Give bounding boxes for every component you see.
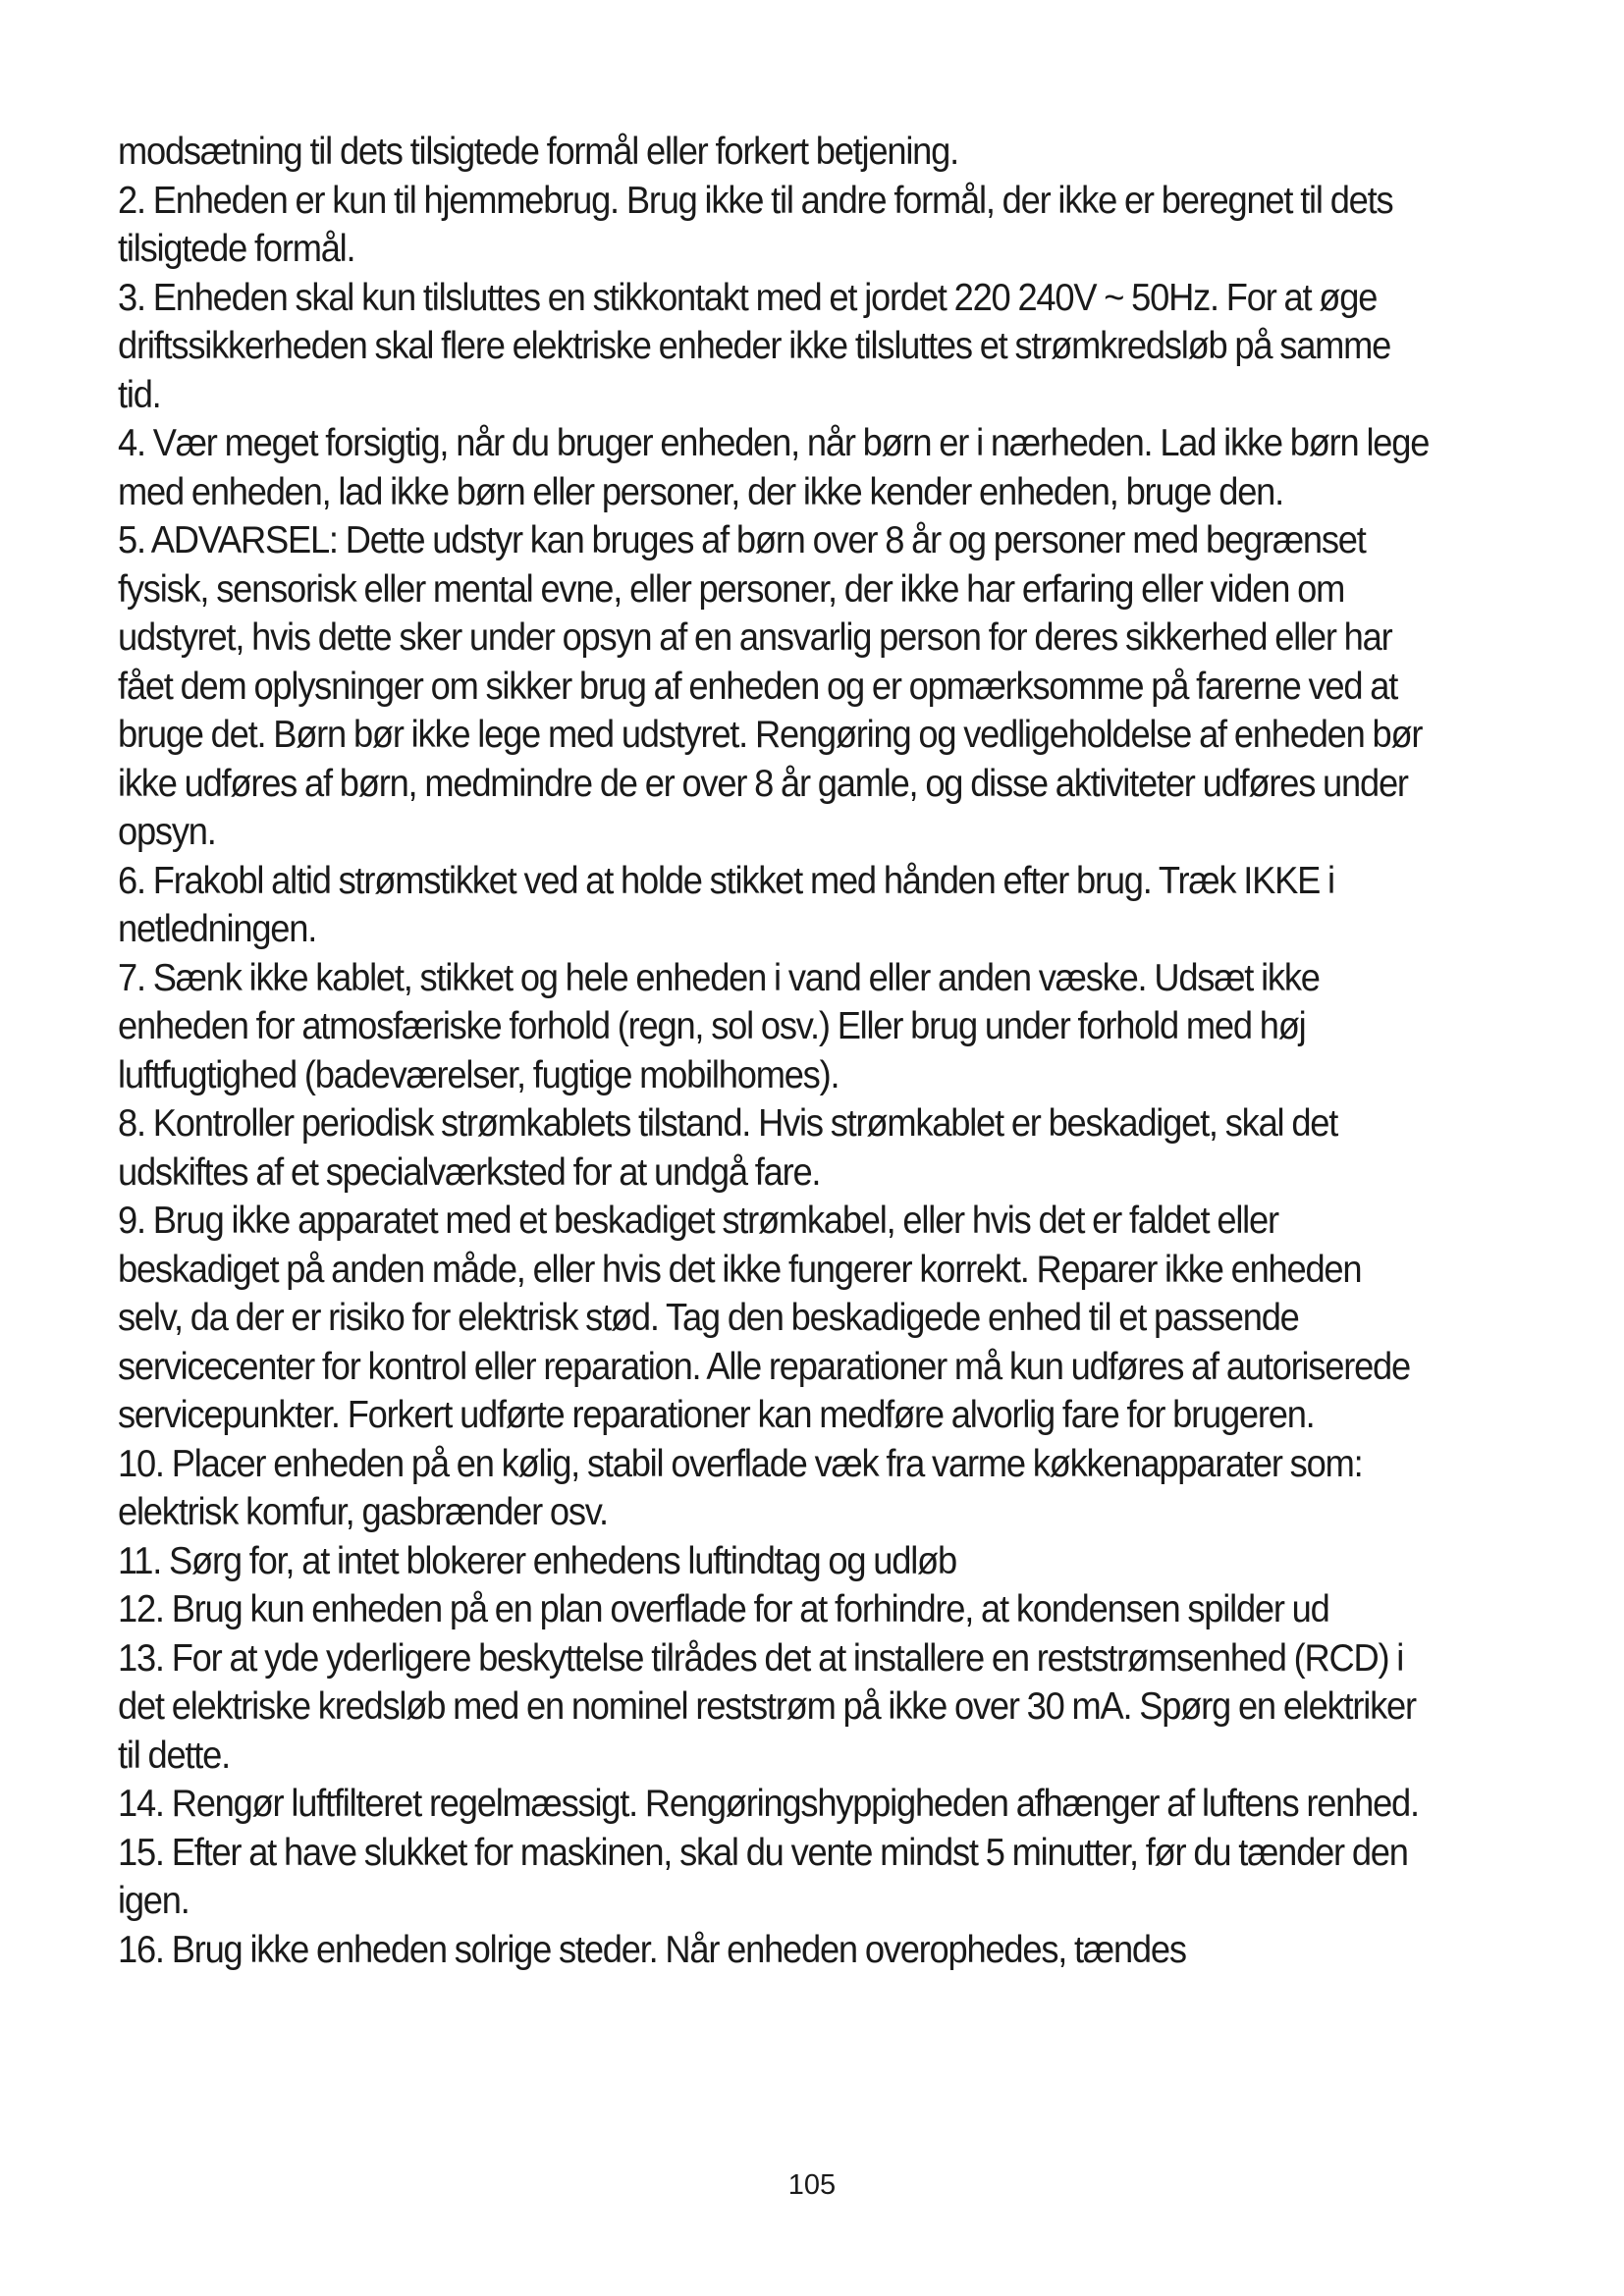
paragraph-item-13: 13. For at yde yderligere beskyttelse tilrådes det at installere en reststrømsenhed (RCD) i det elektriske kredsløb med en nominel reststrøm på ikke over 30 mA. Spørg en elektriker til dette. — [118, 1636, 1416, 1777]
paragraph-item-10: 10. Placer enheden på en kølig, stabil overflade væk fra varme køkkenapparater som: elektrisk komfur, gasbrænder osv. — [118, 1442, 1363, 1533]
paragraph-item-4: 4. Vær meget forsigtig, når du bruger enheden, når børn er i nærheden. Lad ikke børn lege med enheden, lad ikke børn eller personer, der ikke kender enheden, bruge den. — [118, 422, 1430, 513]
paragraph-item-14: 14. Rengør luftfilteret regelmæssigt. Rengøringshyppigheden afhænger af luftens renhed. — [118, 1783, 1419, 1825]
paragraph-item-3: 3. Enheden skal kun tilsluttes en stikkontakt med et jordet 220 240V ~ 50Hz. For at øge driftssikkerheden skal flere elektriske enheder ikke tilsluttes et strømkredsløb på samme tid. — [118, 276, 1391, 416]
page-number: 105 — [787, 2169, 837, 2201]
paragraph-item-12: 12. Brug kun enheden på en plan overflade for at forhindre, at kondensen spilder ud — [118, 1588, 1329, 1630]
paragraph-item-8: 8. Kontroller periodisk strømkablets tilstand. Hvis strømkablet er beskadiget, skal det udskiftes af et specialværksted for at undgå fare. — [118, 1102, 1338, 1194]
paragraph-item-15: 15. Efter at have slukket for maskinen, skal du vente mindst 5 minutter, før du tænder den igen. — [118, 1831, 1408, 1922]
safety-instructions-text — [118, 128, 1433, 1974]
paragraph-item-16: 16. Brug ikke enheden solrige steder. Når enheden overophedes, tændes — [118, 1928, 1186, 1971]
paragraph-item-9: 9. Brug ikke apparatet med et beskadiget strømkabel, eller hvis det er faldet eller beskadiget på anden måde, eller hvis det ikke fungerer korrekt. Reparer ikke enheden selv, da der er risiko for elektrisk stød. Tag den beskadigede enhed til et passende servicecenter for kontrol eller reparation. Alle reparationer må kun udføres af autoriserede servicepunkter. Forkert udførte reparationer kan medføre alvorlig fare for brugeren. — [118, 1200, 1410, 1436]
paragraph-item-11: 11. Sørg for, at intet blokerer enhedens luftindtag og udløb — [118, 1539, 956, 1582]
paragraph-item-2: 2. Enheden er kun til hjemmebrug. Brug ikke til andre formål, der ikke er beregnet til dets tilsigtede formål. — [118, 179, 1393, 270]
paragraph-continuation: modsætning til dets tilsigtede formål eller forkert betjening. — [118, 131, 958, 173]
paragraph-item-6: 6. Frakobl altid strømstikket ved at holde stikket med hånden efter brug. Træk IKKE i netledningen. — [118, 859, 1334, 950]
paragraph-item-7: 7. Sænk ikke kablet, stikket og hele enheden i vand eller anden væske. Udsæt ikke enheden for atmosfæriske forhold (regn, sol osv.) Eller brug under forhold med høj luftfugtighed (badeværelser, fugtige mobilhomes). — [118, 956, 1320, 1096]
paragraph-item-5: 5. ADVARSEL: Dette udstyr kan bruges af børn over 8 år og personer med begrænset fysisk, sensorisk eller mental evne, eller personer, der ikke har erfaring eller viden om udstyret, hvis dette sker under opsyn af en ansvarlig person for deres sikkerhed eller har fået dem oplysninger om sikker brug af enheden og er opmærksomme på farerne ved at bruge det. Børn bør ikke lege med udstyret. Rengøring og vedligeholdelse af enheden bør ikke udføres af børn, medmindre de er over 8 år gamle, og disse aktiviteter udføres under opsyn. — [118, 519, 1423, 853]
